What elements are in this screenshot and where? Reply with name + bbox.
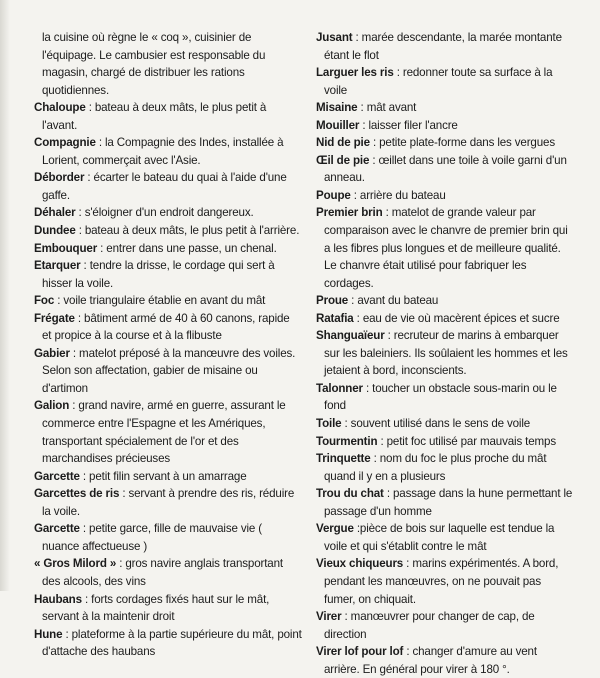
glossary-entry <box>34 240 302 258</box>
glossary-definition: : eau de vie où macèrent épices et sucre <box>353 311 560 325</box>
glossary-column-left <box>34 29 302 661</box>
glossary-definition: : s'éloigner d'un endroit dangereux. <box>75 206 254 220</box>
glossary-term: Garcette <box>34 522 80 536</box>
glossary-entry <box>316 117 574 135</box>
glossary-definition: : tendre la drisse, le cordage qui sert à hisser la voile. <box>42 259 275 290</box>
glossary-term: Vergue <box>316 522 354 536</box>
glossary-definition: : avant du bateau <box>348 294 439 308</box>
glossary-entry <box>34 591 302 626</box>
glossary-entry <box>316 608 574 643</box>
glossary-definition: : manœuvrer pour changer de cap, de direction <box>324 610 535 641</box>
glossary-definition: : marins expérimentés. A bord, pendant les manœuvres, on ne pouvait pas fumer, on chiquait. <box>324 557 559 606</box>
glossary-definition: : plateforme à la partie supérieure du mât, point d'attache des haubans <box>42 627 302 659</box>
glossary-definition: : matelot de grande valeur par comparaison avec le chanvre de premier brin qui a les fibres plus longues et de meilleure qualité. Le chanvre était utilisé pour fabriquer les cordages. <box>324 206 568 290</box>
glossary-definition: : toucher un obstacle sous-marin ou le fond <box>324 381 557 413</box>
glossary-entry <box>316 310 574 328</box>
glossary-term: Compagnie <box>34 136 96 150</box>
glossary-definition: : laisser filer l'ancre <box>359 118 458 132</box>
glossary-term: Misaine <box>316 101 358 115</box>
glossary-definition: : écarter le bateau du quai à l'aide d'une gaffe. <box>42 171 287 202</box>
glossary-term: Galion <box>34 399 70 413</box>
glossary-entry <box>316 99 574 117</box>
glossary-term: Virer <box>316 610 342 624</box>
glossary-definition: : bâtiment armé de 40 à 60 canons, rapide et propice à la course et à la flibuste <box>42 311 290 343</box>
glossary-definition: : servant à prendre des ris, réduire la voile. <box>42 487 295 518</box>
glossary-term: Chaloupe <box>34 101 86 115</box>
glossary-term: Garcette <box>34 469 80 483</box>
glossary-term: Premier brin <box>316 206 383 220</box>
glossary-entry <box>316 555 574 608</box>
glossary-definition: :pièce de bois sur laquelle est tendue la voile et qui s'établit contre le mât <box>324 522 555 553</box>
glossary-column-right <box>316 29 574 678</box>
glossary-entry <box>316 327 574 380</box>
glossary-entry <box>316 643 574 678</box>
glossary-entry <box>34 626 302 661</box>
glossary-entry <box>34 555 302 590</box>
glossary-term: Dundee <box>34 224 76 238</box>
glossary-entry <box>316 152 574 187</box>
glossary-term: Trinquette <box>316 452 371 466</box>
glossary-entry <box>34 204 302 222</box>
glossary-definition: : œillet dans une toile à voile garni d'un anneau. <box>324 153 567 185</box>
glossary-entry <box>34 29 302 99</box>
glossary-term: Foc <box>34 294 55 308</box>
glossary-entry <box>34 134 302 169</box>
glossary-entry <box>34 310 302 345</box>
glossary-entry <box>34 485 302 520</box>
glossary-definition: : mât avant <box>357 101 417 115</box>
glossary-definition: : forts cordages fixés haut sur le mât, servant à la maintenir droit <box>42 592 270 624</box>
glossary-entry <box>316 29 574 64</box>
glossary-entry <box>34 397 302 467</box>
glossary-entry <box>316 433 574 451</box>
glossary-definition: : matelot préposé à la manœuvre des voiles. Selon son affectation, gabier de misaine ou d'artimon <box>42 346 296 395</box>
glossary-entry <box>316 292 574 310</box>
glossary-term: Mouiller <box>316 118 360 132</box>
glossary-definition: : souvent utilisé dans le sens de voile <box>341 417 531 431</box>
glossary-term: Poupe <box>316 188 351 202</box>
glossary-definition: : entrer dans une passe, un chenal. <box>97 241 277 255</box>
glossary-entry <box>34 222 302 240</box>
page-binding-edge <box>0 0 10 591</box>
glossary-term: Shanguaïeur <box>316 329 385 343</box>
glossary-definition: : bateau à deux mâts, le plus petit à l'arrière. <box>75 224 300 238</box>
glossary-term: Frégate <box>34 311 75 325</box>
glossary-definition: : petit foc utilisé par mauvais temps <box>377 434 556 448</box>
glossary-definition: : petit filin servant à un amarrage <box>79 469 247 483</box>
glossary-entry <box>316 485 574 520</box>
glossary-definition: : gros navire anglais transportant des alcools, des vins <box>42 557 283 588</box>
glossary-entry <box>316 450 574 485</box>
glossary-term: Nid de pie <box>316 136 370 150</box>
glossary-term: Talonner <box>316 381 363 395</box>
glossary-term: Hune <box>34 627 63 641</box>
glossary-definition: : voile triangulaire établie en avant du mât <box>54 294 266 308</box>
glossary-definition: : changer d'amure au vent arrière. En général pour virer à 180 °. <box>324 645 537 676</box>
glossary-definition: : petite garce, fille de mauvaise vie ( nuance affectueuse ) <box>42 522 263 553</box>
glossary-entry <box>316 64 574 99</box>
glossary-entry <box>316 380 574 415</box>
glossary-definition: : recruteur de marins à embarquer sur les baleiniers. Ils soûlaient les hommes et les jetaient à bord, inconscients. <box>324 329 568 378</box>
glossary-entry <box>316 204 574 292</box>
glossary-term: Garcettes de ris <box>34 487 120 501</box>
glossary-term: « Gros Milord » <box>34 557 117 571</box>
glossary-entry <box>316 520 574 555</box>
glossary-term: Déhaler <box>34 206 76 220</box>
glossary-term: Ratafia <box>316 311 354 325</box>
glossary-term: Etarquer <box>34 259 81 273</box>
glossary-term: Virer lof pour lof <box>316 645 404 659</box>
glossary-term: Trou du chat <box>316 487 384 501</box>
glossary-definition: : la Compagnie des Indes, installée à Lorient, commerçait avec l'Asie. <box>42 136 284 167</box>
glossary-term: Tourmentin <box>316 434 378 448</box>
glossary-term: Vieux chiqueurs <box>316 557 404 571</box>
glossary-term: Proue <box>316 294 349 308</box>
glossary-term: Toile <box>316 417 342 431</box>
glossary-term: Déborder <box>34 171 85 185</box>
glossary-entry <box>34 292 302 310</box>
glossary-entry <box>34 257 302 292</box>
glossary-definition: : passage dans la hune permettant le passage d'un homme <box>324 487 573 518</box>
glossary-entry <box>34 169 302 204</box>
glossary-definition: : nom du foc le plus proche du mât quand il y en a plusieurs <box>324 452 547 483</box>
glossary-term: Gabier <box>34 346 70 360</box>
glossary-entry <box>34 520 302 555</box>
glossary-entry <box>34 345 302 398</box>
glossary-entry <box>316 187 574 205</box>
glossary-definition: : redonner toute sa surface à la voile <box>324 66 553 97</box>
glossary-term: Larguer les ris <box>316 66 394 80</box>
glossary-definition: : marée descendante, la marée montante étant le flot <box>324 31 562 62</box>
glossary-entry <box>316 415 574 433</box>
glossary-definition: : petite plate-forme dans les vergues <box>369 136 555 150</box>
glossary-definition: la cuisine où règne le « coq », cuisinier de l'équipage. Le cambusier est responsable du magasin, chargé de distribuer les rations quotidiennes. <box>42 31 266 97</box>
glossary-entry <box>34 99 302 134</box>
glossary-entry <box>34 468 302 486</box>
glossary-term: Jusant <box>316 31 353 44</box>
glossary-term: Œil de pie <box>316 153 370 167</box>
glossary-term: Haubans <box>34 592 82 606</box>
glossary-definition: : bateau à deux mâts, le plus petit à l'avant. <box>42 101 267 132</box>
glossary-definition: : arrière du bateau <box>350 188 446 202</box>
glossary-definition: : grand navire, armé en guerre, assurant le commerce entre l'Espagne et les Amériques, transportant spécialement de l'or et des marchandises précieuses <box>42 399 286 466</box>
glossary-entry <box>316 134 574 152</box>
glossary-term: Embouquer <box>34 241 98 255</box>
